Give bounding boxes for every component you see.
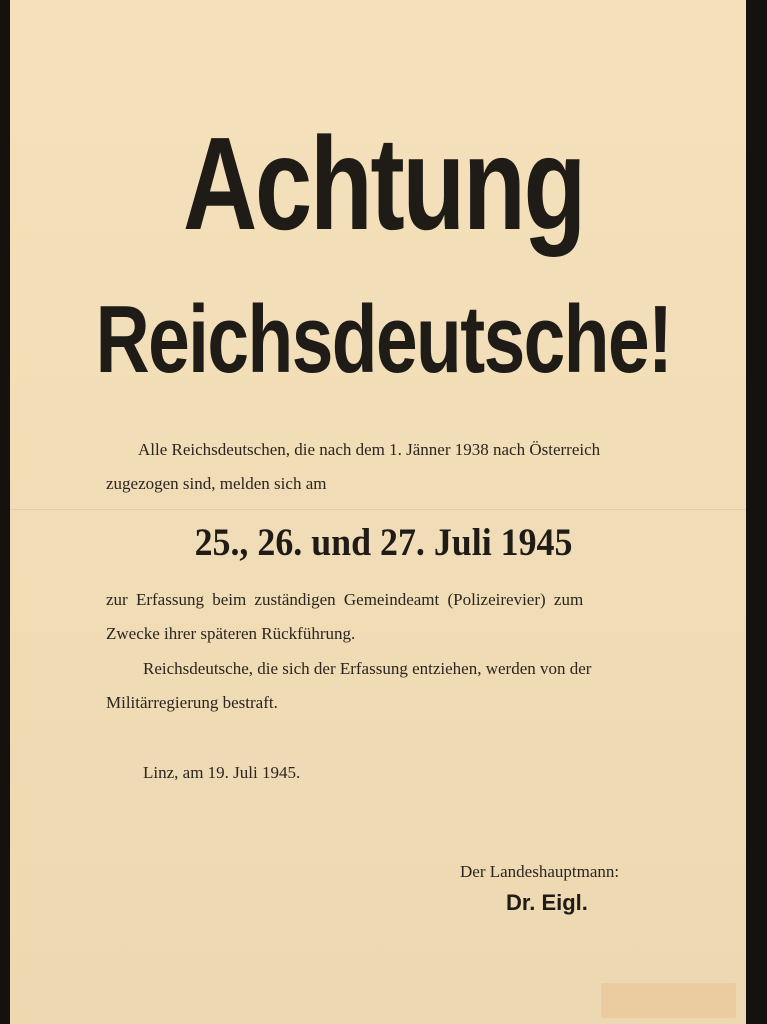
paper-fold-line <box>10 509 746 511</box>
place-and-date: Linz, am 19. Juli 1945. <box>143 763 301 782</box>
penalty-text-line-2: Militärregierung bestraft. <box>106 693 278 712</box>
purpose-text-line-1: zur Erfassung beim zuständigen Gemeindeamt (Polizeirevier) zum <box>106 590 584 609</box>
intro-text-line-2: zugezogen sind, melden sich am <box>106 474 327 493</box>
signer-name: Dr. Eigl. <box>506 890 588 915</box>
headline-reichsdeutsche: Reichsdeutsche! <box>95 286 672 393</box>
headline-achtung: Achtung <box>182 110 585 257</box>
paper-stain <box>601 983 736 1018</box>
penalty-text-line-1: Reichsdeutsche, die sich der Erfassung entziehen, werden von der <box>143 659 592 678</box>
purpose-text-line-2: Zwecke ihrer späteren Rückführung. <box>106 624 356 643</box>
registration-dates: 25., 26. und 27. Juli 1945 <box>194 521 573 564</box>
signer-title: Der Landeshauptmann: <box>460 862 620 881</box>
intro-text-line-1: Alle Reichsdeutschen, die nach dem 1. Jänner 1938 nach Österreich <box>138 440 601 459</box>
